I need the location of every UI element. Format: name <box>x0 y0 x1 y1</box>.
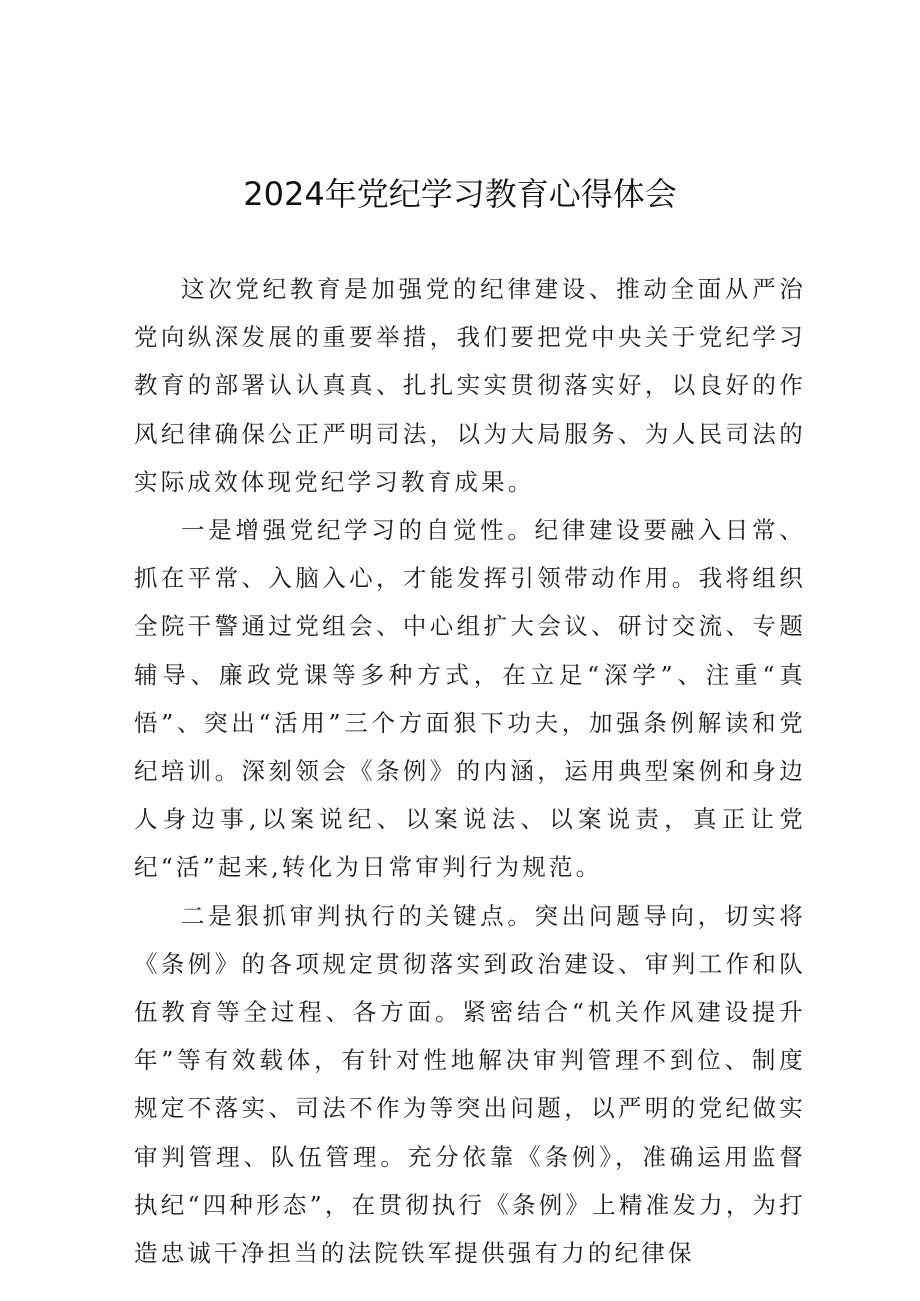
document-title: 2024年党纪学习教育心得体会 <box>243 175 677 213</box>
paragraph-point-two: 二是狠抓审判执行的关键点。突出问题导向，切实将《条例》的各项规定贯彻落实到政治建设、审判工作和队伍教育等全过程、各方面。紧密结合“机关作风建设提升年”等有效载体，有针对性地解决审判管理不到位、制度规定不落实、司法不作为等突出问题，以严明的党纪做实审判管理、队伍管理。充分依靠《条例》，准确运用监督执纪“四种形态”，在贯彻执行《条例》上精准发力，为打造忠诚干净担当的法院铁军提供强有力的纪律保 <box>134 901 806 1268</box>
document-body <box>134 265 806 1277</box>
paragraph-intro: 这次党纪教育是加强党的纪律建设、推动全面从严治党向纵深发展的重要举措，我们要把党中央关于党纪学习教育的部署认认真真、扎扎实实贯彻落实好，以良好的作风纪律确保公正严明司法，以为大局服务、为人民司法的实际成效体现党纪学习教育成果。 <box>134 275 806 496</box>
paragraph-point-one: 一是增强党纪学习的自觉性。纪律建设要融入日常、抓在平常、入脑入心，才能发挥引领带动作用。我将组织全院干警通过党组会、中心组扩大会议、研讨交流、专题辅导、廉政党课等多种方式，在立足“深学”、注重“真悟”、突出“活用”三个方面狠下功夫，加强条例解读和党纪培训。深刻领会《条例》的内涵，运用典型案例和身边人身边事,以案说纪、以案说法、以案说责，真正让党纪“活”起来,转化为日常审判行为规范。 <box>134 516 806 882</box>
